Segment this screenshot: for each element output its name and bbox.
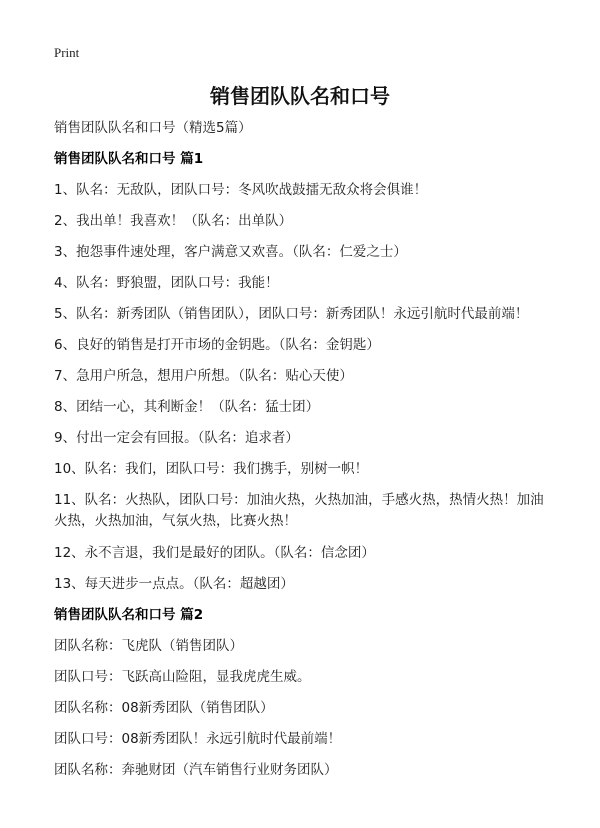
list-item: 7、急用户所急，想用户所想。（队名：贴心天使） [54, 368, 353, 384]
list-item: 9、付出一定会有回报。（队名：追求者） [54, 430, 299, 446]
list-item: 5、队名：新秀团队（销售团队），团队口号：新秀团队！永远引航时代最前端！ [54, 306, 529, 322]
list-item: 10、队名：我们，团队口号：我们携手，别树一帜！ [54, 461, 369, 477]
list-item: 团队口号：飞跃高山险阻，显我虎虎生威。 [54, 669, 311, 685]
list-item: 团队口号：08新秀团队！永远引航时代最前端！ [54, 731, 342, 747]
document-subtitle: 销售团队队名和口号（精选5篇） [54, 120, 252, 136]
list-item: 13、每天进步一点点。（队名：超越团） [54, 576, 294, 592]
list-item: 团队名称：飞虎队（销售团队） [54, 638, 243, 654]
list-item: 8、团结一心，其利断金！（队名：猛士团） [54, 399, 320, 415]
list-item: 3、抱怨事件速处理，客户满意又欢喜。（队名：仁爱之士） [54, 244, 407, 260]
list-item: 12、永不言退，我们是最好的团队。（队名：信念团） [54, 545, 375, 561]
list-item: 11、队名：火热队，团队口号：加油火热，火热加油，手感火热，热情火热！加油火热，火热加油，气氛火热，比赛火热！ [54, 492, 544, 529]
list-item: 4、队名：野狼盟，团队口号：我能！ [54, 275, 279, 291]
document-title: 销售团队队名和口号 [210, 84, 390, 108]
list-item: 团队名称：奔驰财团（汽车销售行业财务团队） [54, 762, 338, 778]
print-link[interactable]: Print [54, 45, 80, 60]
list-item: 6、良好的销售是打开市场的金钥匙。（队名：金钥匙） [54, 337, 380, 353]
section-2-heading: 销售团队队名和口号 篇2 [54, 607, 204, 623]
list-item: 1、队名：无敌队，团队口号：冬风吹战鼓擂无敌众将会俱谁！ [54, 182, 428, 198]
list-item: 2、我出单！我喜欢！（队名：出单队） [54, 213, 293, 229]
section-1-heading: 销售团队队名和口号 篇1 [54, 151, 204, 167]
document-body [54, 118, 554, 791]
list-item: 团队名称：08新秀团队（销售团队） [54, 700, 274, 716]
